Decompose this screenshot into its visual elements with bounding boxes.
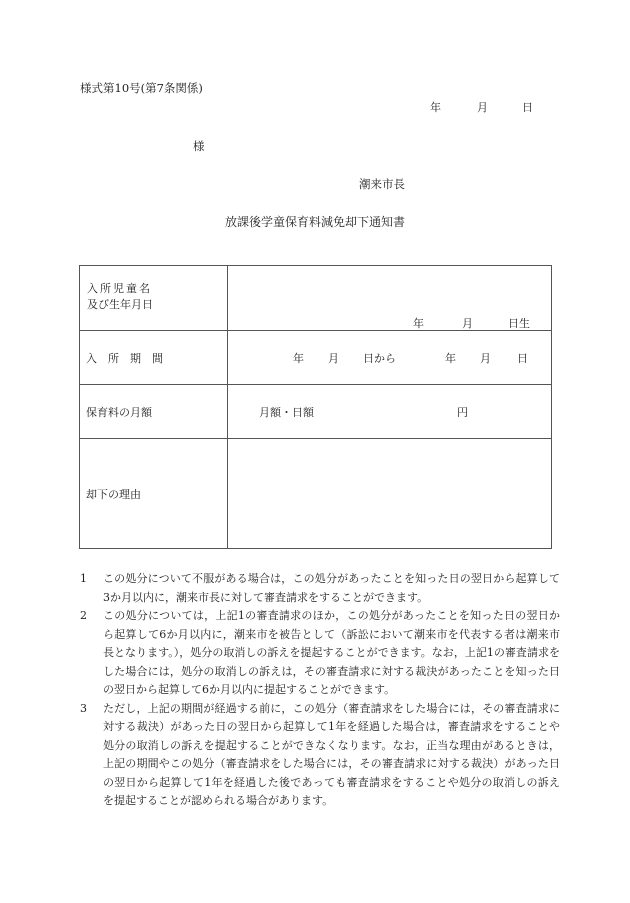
issuer-name: 潮来市長 [359,177,405,191]
note-text: この処分について不服がある場合は，この処分があったことを知った日の翌日から起算して3か月以内に，潮来市長に対して審査請求をすることができます。 [103,572,560,604]
date-day-label: 日 [522,101,533,114]
note-text: ただし，上記の期間が経過する前に，この処分（審査請求をした場合には，その審査請求に対する裁決）があった日の翌日から起算して1年を経過した場合は，審査請求をすることや処分の取消しの訴えを提起することができなくなります。なお，正当な理由があるときは，上記の期間やこの処分（審査請求をした場合には，その審査請求に対する裁決）があった日の翌日から起算して1年を経過した後であっても審査請求をすることや処分の取消しの訴えを提起することが認められる場合があります。 [103,701,560,807]
period-to-day: 日 [517,352,528,365]
fee-value-cell [228,385,552,439]
note-number: 1 [80,572,87,585]
period-to-year: 年 [445,352,456,365]
fee-type-label: 月額・日額 [259,406,314,419]
table-row [80,266,552,331]
date-year-label: 年 [430,101,441,114]
period-from-year: 年 [293,352,304,365]
note-number: 2 [80,609,87,622]
list-item [80,700,560,811]
table-row [80,331,552,385]
recipient-honorific: 様 [193,139,205,153]
enrollment-period-label: 入 所 期 間 [86,351,163,365]
birth-month-label: 月 [462,317,473,330]
note-text: この処分については，上記1の審査請求のほか，この処分があったことを知った日の翌日から起算して6か月以内に，潮来市を被告として（訴訟において潮来市を代表する者は潮来市長となります。），処分の取消しの訴えを提起することができます。なお，上記1の審査請求をした場合には，処分の取消しの訴えは，その審査請求に対する裁決があったことを知った日の翌日から起算して6か月以内に提起することができます。 [103,609,560,696]
rejection-reason-label-cell [80,439,228,549]
date-month-label: 月 [477,101,488,114]
period-from-day: 日から [363,352,396,365]
note-number: 3 [80,701,87,715]
notes-section [80,570,560,811]
form-number: 様式第10号(第7条関係) [80,81,203,95]
enrollment-period-value-cell [228,331,552,385]
period-to-month: 月 [480,352,491,365]
monthly-fee-label: 保育料の月額 [86,405,152,419]
rejection-reason-value-cell [228,439,552,549]
document-title: 放課後学童保育料減免却下通知書 [224,215,405,229]
child-name-value-cell [228,266,552,331]
birthdate-label: 及び生年月日 [87,298,153,311]
fee-label-cell [80,385,228,439]
child-name-label: 入所児童名 [87,282,152,295]
birth-year-label: 年 [413,317,424,330]
rejection-reason-label: 却下の理由 [86,487,141,501]
list-item [80,607,560,700]
list-item [80,570,560,607]
table-row [80,439,552,549]
birth-day-label: 日生 [508,317,530,330]
yen-unit-label: 円 [457,406,468,419]
enrollment-period-label-cell [80,331,228,385]
period-from-month: 月 [328,352,339,365]
notice-form-table [79,265,552,549]
child-name-label-cell [80,266,228,331]
table-row [80,385,552,439]
